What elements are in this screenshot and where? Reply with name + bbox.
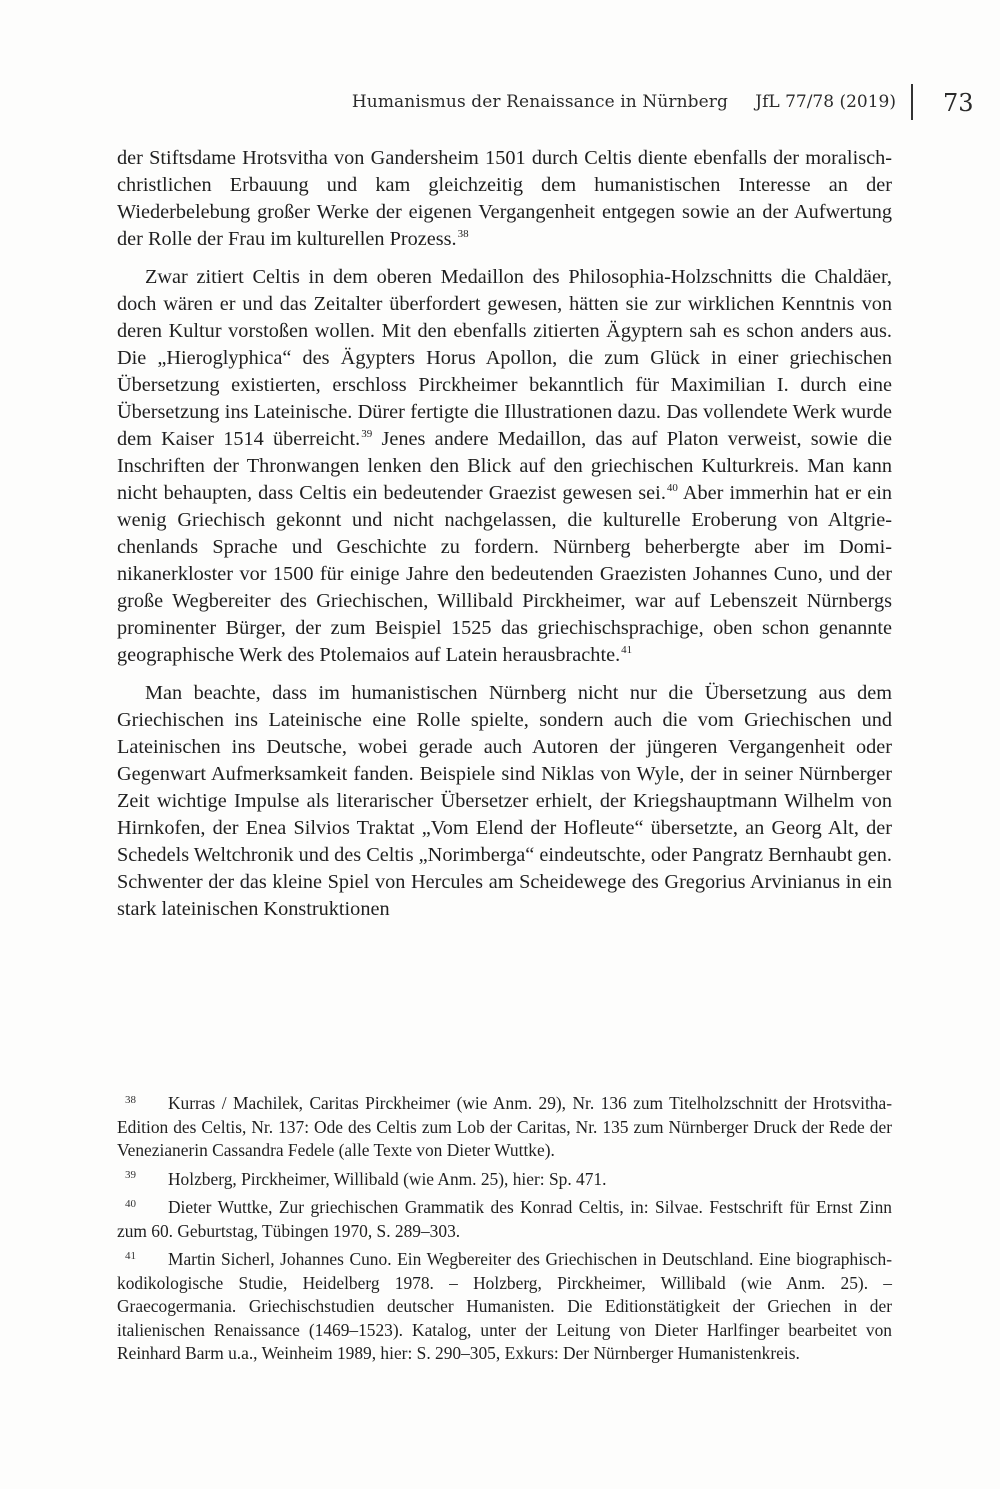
footnote-text: Martin Sicherl, Johannes Cuno. Ein Wegbereiter des Griechischen in Deutschland. Eine biographisch-kodikologische Studie, Heidelberg 1978. – Holzberg, Pirckheimer, Willibald (wie Anm. 25). – Graecogermania. Griechischstudien deutscher Humanisten. Die Editionstätigkeit der Griechen in der italienischen Renaissance (1469–1523). Katalog, unter der Leitung von Dieter Harlfinger bearbeitet von Reinhard Barm u.a., Weinheim 1989, hier: S. 290–305, Exkurs: Der Nürnberger Humanistenkreis. <box>117 1249 892 1363</box>
footnote: 38 Kurras / Machilek, Caritas Pirckheimer (wie Anm. 29), Nr. 136 zum Titelholzschnitt der Hrotsvitha-Edition des Celtis, Nr. 137: Ode des Celtis zum Lob der Caritas, Nr. 135 zum Nürnberger Druck der Rede der Venezianerin Cassandra Fedele (alle Texte von Dieter Wuttke). <box>117 1093 892 1160</box>
footnote-ref-39[interactable]: 39 <box>361 427 373 440</box>
paragraph-1-text: der Stiftsdame Hrotsvitha von Gandersheim 1501 durch Celtis diente ebenfalls der moralisch-christlichen Erbauung und kam gleichzeitig dem humanistischen Interesse an der Wiederbelebung großer Werke der eigenen Vergangenheit entgegen sowie an der Aufwertung der Rolle der Frau im kulturellen Prozess. <box>117 147 892 250</box>
paragraph-3-text: Man beachte, dass im humanistischen Nürnberg nicht nur die Übersetzung aus dem Griechischen ins Lateinische eine Rolle spielte, sondern auch die vom Griechischen und Lateinischen ins Deutsche, wobei gerade auch Autoren der jüngeren Vergangenheit oder Gegenwart Aufmerksamkeit fanden. Beispiele sind Niklas von Wyle, der in seiner Nürnberger Zeit wichtige Impulse als literarischer Übersetzer erhielt, der Kriegshauptmann Wilhelm von Hirnkofen, der Enea Silvios Traktat „Vom Elend der Hofleute“ übersetzte, an Georg Alt, der Schedels Weltchronik und des Celtis „Norimberga“ eindeutschte, oder Pangratz Bernhaubt gen. Schwenter der das kleine Spiel von Hercules am Scheidewege des Gregorius Arvinianus in ein stark lateinischen Konstruktionen <box>117 682 892 920</box>
running-head-divider <box>911 84 913 120</box>
running-head-journal: JfL 77/78 (2019) <box>755 92 896 112</box>
footnote: 41 Martin Sicherl, Johannes Cuno. Ein Wegbereiter des Griechischen in Deutschland. Eine biographisch-kodikologische Studie, Heidelberg 1978. – Holzberg, Pirckheimer, Willibald (wie Anm. 25). – Graecogermania. Griechischstudien deutscher Humanisten. Die Editionstätigkeit der Griechen in der italienischen Renaissance (1469–1523). Katalog, unter der Leitung von Dieter Harlfinger bearbeitet von Reinhard Barm u.a., Weinheim 1989, hier: S. 290–305, Exkurs: Der Nürnberger Humanistenkreis. <box>117 1249 892 1363</box>
paragraph-2 <box>117 264 892 669</box>
running-head-title: Humanismus der Renaissance in Nürnberg <box>351 92 728 112</box>
footnote-ref-38[interactable]: 38 <box>457 227 469 240</box>
paragraph-2-text-b: Jenes andere Medaillon, das auf Platon verweist, sowie die Inschriften der Thronwangen lenken den Blick auf den griechischen Kulturkreis. Man kann nicht behaupten, dass Celtis ein bedeutender Graezist gewesen sei. <box>117 428 893 504</box>
footnote: 40 Dieter Wuttke, Zur griechischen Grammatik des Konrad Celtis, in: Silvae. Festschrift für Ernst Zinn zum 60. Geburtstag, Tübingen 1970, S. 289–303. <box>117 1197 892 1241</box>
footnote-ref-41[interactable]: 41 <box>621 643 633 656</box>
footnote: 39 Holzberg, Pirckheimer, Willibald (wie Anm. 25), hier: Sp. 471. <box>125 1168 607 1189</box>
footnotes <box>117 1092 892 1371</box>
footnote-text: Holzberg, Pirckheimer, Willibald (wie Anm. 25), hier: Sp. 471. <box>168 1168 607 1189</box>
paragraph-3 <box>117 680 892 923</box>
paragraph-1 <box>117 145 892 253</box>
main-text <box>117 145 892 923</box>
footnote-ref-40[interactable]: 40 <box>666 481 678 494</box>
paragraph-2-text-a: Zwar zitiert Celtis in dem oberen Medaillon des Philosophia-Holzschnitts die Chaldäer, doch wären er und das Zeitalter überfordert gewesen, hätten sie zur wirklichen Kenntnis von deren Kultur vorstoßen wollen. Mit den ebenfalls zitierten Ägyptern sah es schon anders aus. Die „Hieroglyphica“ des Ägypters Horus Apollon, die zum Glück in einer griechischen Übersetzung existierten, erschloss Pirckheimer bekanntlich für Maximilian I. durch eine Übersetzung ins Lateinische. Dürer fertigte die Illustrationen dazu. Das vollendete Werk wurde dem Kaiser 1514 überreicht. <box>117 266 892 450</box>
page-number: 73 <box>943 89 974 117</box>
footnote-text: Kurras / Machilek, Caritas Pirckheimer (wie Anm. 29), Nr. 136 zum Titelholzschnitt der Hrotsvitha-Edition des Celtis, Nr. 137: Ode des Celtis zum Lob der Caritas, Nr. 135 zum Nürnberger Druck der Rede der Venezianerin Cassandra Fedele (alle Texte von Dieter Wuttke). <box>117 1093 892 1160</box>
paragraph-2-text-c: Aber immerhin hat er ein wenig Griechisch gekonnt und nicht nachgelassen, die kulturelle Eroberung von Altgriechenlands Sprache und Geschichte zu fordern. Nürnberg beherbergte aber im Dominikanerkloster vor 1500 für einige Jahre den bedeutenden Graezisten Johannes Cuno, und der große Wegbereiter des Griechischen, Willibald Pirckheimer, war auf Lebenszeit Nürnbergs prominenter Bürger, der zum Beispiel 1525 das griechischsprachige, oben schon genannte geographische Werk des Ptolemaios auf Latein herausbrachte. <box>117 482 892 666</box>
running-head <box>0 90 1000 124</box>
footnote-text: Dieter Wuttke, Zur griechischen Grammatik des Konrad Celtis, in: Silvae. Festschrift für Ernst Zinn zum 60. Geburtstag, Tübingen 1970, S. 289–303. <box>117 1197 892 1241</box>
